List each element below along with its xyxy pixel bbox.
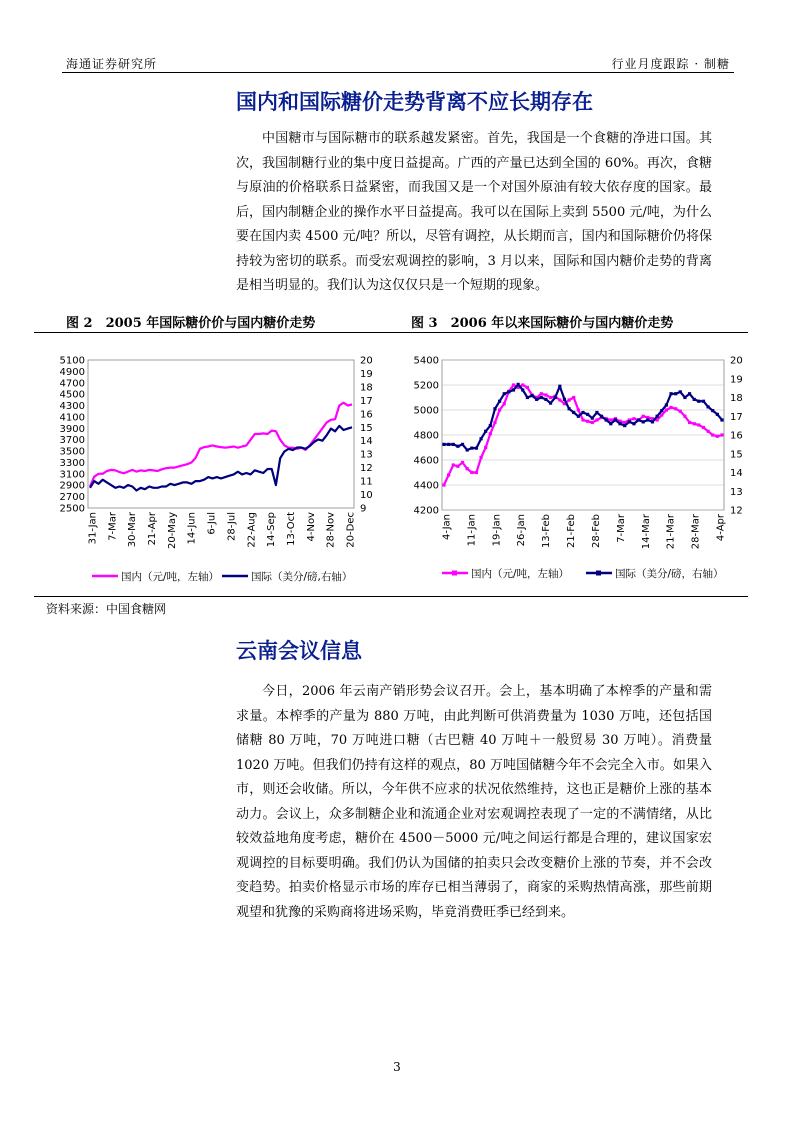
series-point-1-1-17: [521, 388, 524, 391]
legend-marker-1-0: [452, 571, 457, 576]
y-right-tick-1-3: 15: [730, 449, 743, 461]
y-right-tick-1-8: 20: [730, 355, 743, 367]
series-point-1-1-24: [554, 396, 557, 399]
y-right-tick-0-0: 9: [360, 503, 367, 515]
x-tick-1-5: 21-Feb: [566, 514, 578, 549]
series-point-1-0-36: [609, 418, 612, 421]
section-title-yunnan-meeting: 云南会议信息: [236, 639, 362, 663]
series-point-1-0-7: [475, 471, 478, 474]
series-point-1-1-51: [679, 390, 682, 393]
x-tick-0-7: 28-Jul: [226, 512, 238, 541]
series-point-1-0-9: [484, 446, 487, 449]
series-line-1-1: [444, 384, 722, 450]
paragraph-yunnan-meeting: 今日，2006 年云南产销形势会议召开。会上，基本明确了本榨季的产量和需求量。本榨季的产量为 880 万吨，由此判断可供消费量为 1030 万吨，还包括国储糖 80 万吨，70 万吨进口糖（古巴糖 40 万吨＋一般贸易 30 万吨）。消费量 1020 万吨。但我们仍持有这样的观点，80 万吨国储糖今年不会完全入市。如果入市，则还会收储。所以，今年供不应求的状况依然维持，这也正是糖价上涨的基本动力。会议上，众多制糖企业和流通企业对宏观调控表现了一定的不满情绪，从比较效益地角度考虑，糖价在 4500－5000 元/吨之间运行都是合理的，建议国家宏观调控的目标要明确。我们仍认为国储的拍卖只会改变糖价上涨的节奏，并不会改变趋势。拍卖价格显示市场的库存已相当薄弱了，商家的采购热情高涨，那些前期观望和犹豫的采购商将进场采购，毕竟消费旺季已经到来。: [236, 684, 712, 920]
series-point-1-0-17: [521, 383, 524, 386]
series-point-1-0-15: [512, 383, 515, 386]
y-left-tick-0-13: 5100: [59, 355, 85, 367]
y-right-tick-0-11: 20: [360, 355, 373, 367]
y-left-tick-0-12: 4900: [59, 366, 85, 378]
series-point-1-1-26: [563, 398, 566, 401]
series-point-1-1-28: [572, 411, 575, 414]
series-point-1-1-22: [544, 398, 547, 401]
series-point-1-0-28: [572, 396, 575, 399]
series-point-1-1-46: [656, 415, 659, 418]
y-left-tick-0-9: 4300: [59, 401, 85, 413]
x-tick-0-6: 6-Jul: [206, 512, 218, 535]
series-point-1-1-47: [660, 409, 663, 412]
series-point-1-0-23: [549, 396, 552, 399]
chart-2005-svg: [48, 340, 388, 590]
y-left-tick-0-0: 2500: [59, 503, 85, 515]
figure-2-caption: 图 2 2005 年国际糖价价与国内糖价走势: [66, 316, 316, 331]
series-point-1-1-30: [581, 411, 584, 414]
series-point-1-1-60: [720, 418, 723, 421]
series-point-1-1-36: [609, 422, 612, 425]
y-left-tick-0-7: 3900: [59, 423, 85, 435]
series-point-1-1-31: [586, 413, 589, 416]
y-left-tick-0-8: 4100: [59, 412, 85, 424]
series-point-1-0-6: [470, 471, 473, 474]
series-point-1-0-47: [660, 413, 663, 416]
series-point-1-0-43: [642, 415, 645, 418]
x-tick-1-0: 4-Jan: [441, 514, 453, 540]
y-left-tick-0-11: 4700: [59, 378, 85, 390]
series-point-1-0-11: [493, 421, 496, 424]
x-tick-0-5: 14-Jun: [186, 512, 198, 545]
series-point-1-1-18: [526, 396, 529, 399]
series-point-1-1-55: [697, 400, 700, 403]
series-point-1-1-14: [507, 390, 510, 393]
series-point-1-0-27: [568, 398, 571, 401]
series-point-1-1-39: [623, 424, 626, 427]
y-right-tick-1-0: 12: [730, 505, 743, 517]
x-tick-1-1: 11-Jan: [466, 514, 478, 547]
series-point-1-0-49: [669, 406, 672, 409]
series-point-1-1-9: [484, 430, 487, 433]
y-right-tick-1-5: 17: [730, 411, 743, 423]
series-point-1-0-8: [479, 456, 482, 459]
y-left-tick-1-5: 5200: [413, 380, 439, 392]
x-tick-1-8: 14-Mar: [640, 514, 652, 550]
page-number: 3: [393, 1060, 401, 1074]
series-point-1-1-54: [693, 398, 696, 401]
y-left-tick-0-3: 3100: [59, 469, 85, 481]
legend-label-0-1: 国际（美分/磅,右轴）: [251, 571, 353, 583]
series-point-1-1-43: [642, 420, 645, 423]
y-right-tick-0-10: 19: [360, 368, 373, 380]
series-point-1-0-53: [688, 421, 691, 424]
chart-2006-svg: [398, 340, 743, 590]
series-point-1-0-0: [442, 483, 445, 486]
series-point-1-0-48: [665, 408, 668, 411]
series-point-1-0-56: [702, 426, 705, 429]
series-point-1-0-57: [707, 430, 710, 433]
header-report-type: 行业月度跟踪 · 制糖: [611, 57, 730, 71]
section-title-price-divergence: 国内和国际糖价走势背离不应长期存在: [236, 90, 593, 114]
series-point-1-0-50: [674, 407, 677, 410]
legend-label-1-1: 国际（美分/磅，右轴）: [615, 568, 724, 580]
series-point-1-1-42: [637, 418, 640, 421]
series-point-1-1-33: [595, 411, 598, 414]
caption-divider: [34, 332, 748, 333]
series-point-1-0-10: [489, 432, 492, 435]
x-tick-1-11: 4-Apr: [715, 514, 727, 542]
y-right-tick-0-6: 15: [360, 422, 373, 434]
series-point-1-0-25: [558, 398, 561, 401]
legend-label-0-0: 国内（元/吨，左轴）: [121, 571, 220, 583]
x-tick-0-10: 13-Oct: [285, 512, 297, 546]
y-right-tick-0-5: 14: [360, 436, 373, 448]
series-point-1-1-53: [688, 392, 691, 395]
x-tick-0-3: 21-Apr: [147, 512, 159, 546]
series-point-1-0-60: [720, 433, 723, 436]
series-point-1-0-52: [683, 415, 686, 418]
series-point-1-0-31: [586, 420, 589, 423]
series-point-1-1-35: [605, 418, 608, 421]
x-tick-1-3: 26-Jan: [516, 514, 528, 547]
series-point-1-1-20: [535, 398, 538, 401]
series-point-1-1-44: [646, 418, 649, 421]
y-right-tick-1-2: 14: [730, 468, 743, 479]
y-left-tick-1-2: 4600: [413, 455, 439, 467]
source-divider: [34, 596, 748, 597]
series-point-1-0-51: [679, 410, 682, 413]
series-point-1-0-18: [526, 386, 529, 389]
header-divider: [62, 72, 734, 73]
series-point-1-1-38: [618, 422, 621, 425]
series-point-1-1-6: [470, 447, 473, 450]
series-point-1-0-55: [697, 423, 700, 426]
legend-label-1-0: 国内（元/吨，左轴）: [471, 568, 570, 580]
x-tick-0-8: 22-Aug: [246, 512, 258, 548]
y-right-tick-0-7: 16: [360, 409, 373, 421]
x-tick-0-4: 20-May: [166, 512, 178, 550]
y-right-tick-0-2: 11: [360, 476, 373, 488]
series-point-1-1-19: [530, 394, 533, 397]
series-point-1-1-41: [632, 422, 635, 425]
series-point-1-0-54: [693, 422, 696, 425]
series-point-1-1-21: [540, 396, 543, 399]
y-left-tick-0-4: 3300: [59, 457, 85, 469]
y-right-tick-0-3: 12: [360, 463, 373, 475]
series-point-1-0-30: [581, 418, 584, 421]
y-left-tick-1-3: 4800: [413, 430, 439, 442]
series-point-1-0-59: [716, 435, 719, 438]
figure-3-caption: 图 3 2006 年以来国际糖价与国内糖价走势: [411, 316, 674, 331]
x-tick-0-9: 14-Sep: [266, 512, 278, 548]
series-point-1-0-21: [540, 392, 543, 395]
y-left-tick-0-5: 3500: [59, 446, 85, 458]
x-tick-1-7: 7-Mar: [615, 514, 627, 543]
series-point-1-1-52: [683, 396, 686, 399]
series-point-1-1-1: [447, 443, 450, 446]
series-point-1-1-15: [512, 388, 515, 391]
legend-marker-1-1: [596, 571, 601, 576]
series-point-1-0-13: [503, 402, 506, 405]
series-point-1-1-58: [711, 409, 714, 412]
y-right-tick-0-8: 17: [360, 395, 373, 407]
series-point-1-1-3: [456, 445, 459, 448]
chart-2006-prices: [398, 340, 743, 590]
series-point-1-1-34: [600, 415, 603, 418]
y-left-tick-1-0: 4200: [413, 505, 439, 517]
x-tick-1-6: 28-Feb: [590, 514, 602, 549]
series-point-1-1-25: [558, 385, 561, 388]
x-tick-1-4: 13-Feb: [541, 514, 553, 549]
series-point-1-0-4: [461, 461, 464, 464]
series-point-1-1-59: [716, 413, 719, 416]
series-point-1-0-58: [711, 433, 714, 436]
y-right-tick-1-1: 13: [730, 486, 743, 498]
y-right-tick-1-7: 19: [730, 374, 743, 386]
series-point-1-0-12: [498, 408, 501, 411]
y-left-tick-0-1: 2700: [59, 492, 85, 504]
y-right-tick-0-9: 18: [360, 382, 373, 394]
x-tick-0-0: 31-Jan: [87, 512, 99, 545]
x-tick-0-2: 30-Mar: [127, 512, 139, 548]
y-left-tick-1-6: 5400: [413, 355, 439, 367]
x-tick-0-13: 20-Dec: [345, 512, 357, 548]
header-org: 海通证券研究所: [66, 57, 158, 71]
series-point-1-1-56: [702, 400, 705, 403]
series-point-1-1-13: [503, 392, 506, 395]
y-right-tick-0-4: 13: [360, 449, 373, 461]
series-point-1-1-32: [591, 417, 594, 420]
x-tick-0-1: 7-Mar: [107, 512, 119, 541]
series-point-1-0-3: [456, 465, 459, 468]
x-tick-1-10: 28-Mar: [690, 514, 702, 550]
series-point-1-1-2: [452, 443, 455, 446]
series-point-1-1-10: [489, 424, 492, 427]
series-point-1-1-27: [568, 407, 571, 410]
x-tick-1-2: 19-Jan: [491, 514, 503, 547]
y-right-tick-1-6: 18: [730, 393, 743, 404]
series-point-1-0-32: [591, 421, 594, 424]
series-point-1-1-50: [674, 392, 677, 395]
y-left-tick-0-6: 3700: [59, 435, 85, 447]
y-right-tick-1-4: 16: [730, 430, 743, 442]
series-point-1-1-8: [479, 437, 482, 440]
y-left-tick-0-2: 2900: [59, 480, 85, 492]
series-point-1-0-22: [544, 393, 547, 396]
series-point-1-1-23: [549, 402, 552, 405]
series-point-1-0-5: [466, 467, 469, 470]
series-line-0-1: [90, 426, 352, 491]
series-point-1-1-37: [614, 418, 617, 421]
series-point-1-1-7: [475, 447, 478, 450]
series-point-1-0-2: [452, 463, 455, 466]
series-point-1-1-5: [466, 448, 469, 451]
series-point-1-0-1: [447, 473, 450, 476]
series-point-1-1-12: [498, 400, 501, 403]
series-point-1-1-48: [665, 403, 668, 406]
series-point-1-1-0: [442, 443, 445, 446]
series-point-1-1-57: [707, 405, 710, 408]
series-point-1-1-29: [577, 415, 580, 418]
y-left-tick-1-1: 4400: [413, 480, 439, 492]
series-point-1-0-29: [577, 408, 580, 411]
paragraph-price-divergence: 中国糖市与国际糖市的联系越发紧密。首先，我国是一个食糖的净进口国。其次，我国制糖行业的集中度日益提高。广西的产量已达到全国的 60%。再次，食糖与原油的价格联系日益紧密，而我国又是一个对国外原油有较大依存度的国家。最后，国内制糖企业的操作水平日益提高。我可以在国际上卖到 5500 元/吨，为什么要在国内卖 4500 元/吨？所以，尽管有调控，从长期而言，国内和国际糖价仍将保持较为密切的联系。而受宏观调控的影响，3 月以来，国际和国内糖价走势的背离是相当明显的。我们认为这仅仅只是一个短期的现象。: [236, 131, 712, 293]
x-tick-0-11: 4-Nov: [305, 512, 317, 542]
x-tick-0-12: 28-Nov: [325, 512, 337, 548]
series-point-1-1-11: [493, 407, 496, 410]
series-point-1-0-41: [632, 417, 635, 420]
y-right-tick-0-1: 10: [360, 490, 373, 502]
series-point-1-0-33: [595, 418, 598, 421]
series-point-1-1-4: [461, 443, 464, 446]
figure-source: 资料来源：中国食糖网: [46, 602, 167, 616]
y-left-tick-1-4: 5000: [413, 405, 439, 417]
series-point-1-1-49: [669, 392, 672, 395]
x-tick-1-9: 21-Mar: [665, 514, 677, 550]
series-point-1-1-45: [651, 420, 654, 423]
series-point-1-1-16: [517, 383, 520, 386]
y-left-tick-0-10: 4500: [59, 389, 85, 401]
chart-2005-prices: [48, 340, 388, 590]
series-point-1-1-40: [628, 420, 631, 423]
